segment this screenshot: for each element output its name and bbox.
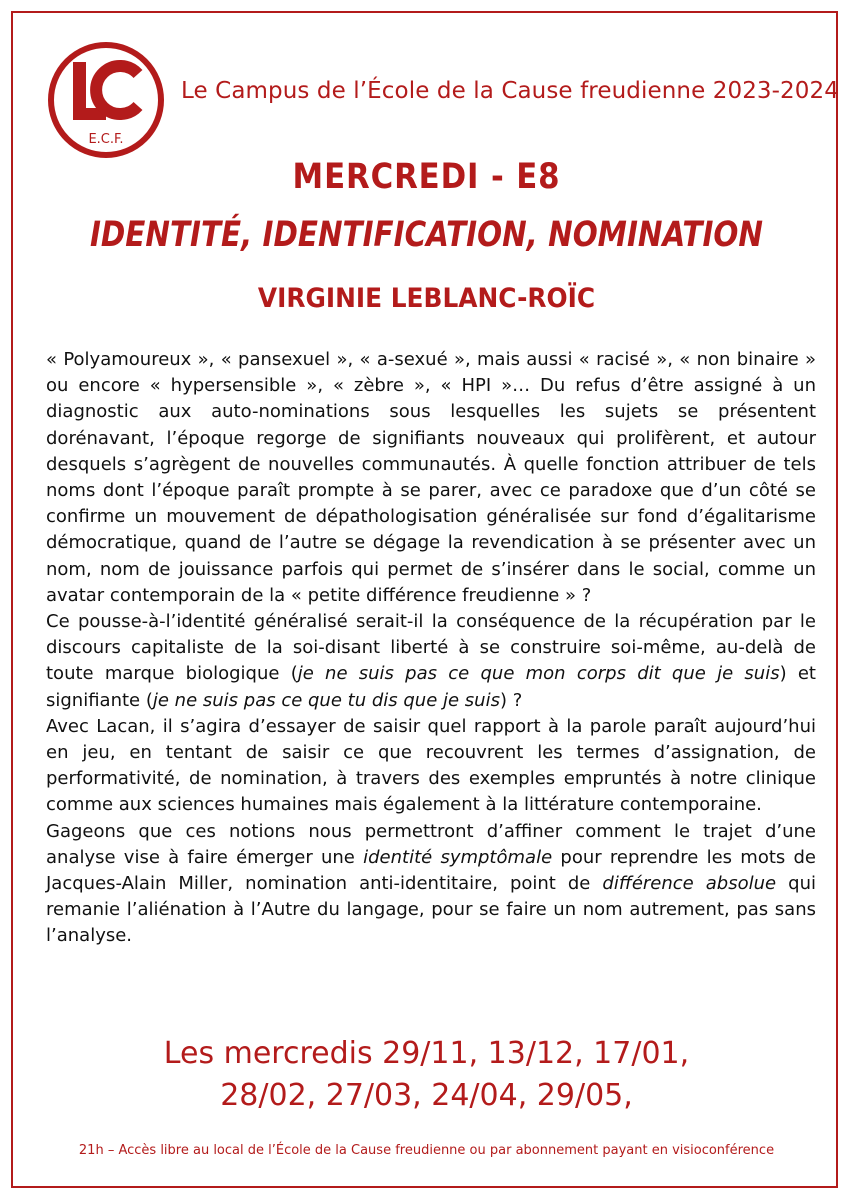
campus-title: Le Campus de l’École de la Cause freudienne 2023-2024	[181, 78, 839, 104]
term-difference: différence absolue	[602, 873, 777, 895]
day-code-title: MERCREDI - E8	[292, 157, 561, 197]
logo-subtext: E.C.F.	[88, 132, 124, 147]
paragraph-4: Gageons que ces notions nous permettront d’affiner comment le trajet d’une analyse vise à faire émerger une identité symptômale pour reprendre les mots de Jacques-Alain Miller, nomination anti-identitaire, point de différence absolue qui remanie l’aliénation à l’Autre du langage, pour se faire un nom autrement, pas sans l’analyse.	[46, 820, 816, 947]
quote-body: je ne suis pas ce que mon corps dit que je suis	[297, 663, 780, 685]
session-dates	[0, 1033, 853, 1117]
paragraph-1: « Polyamoureux », « pansexuel », « a-sexué », mais aussi « racisé », « non binaire » ou encore « hypersensible », « zèbre », « HPI »… Du refus d’être assigné à un diagnostic aux auto-nominations sous lesquelles les sujets se présentent dorénavant, l’époque regorge de signifiants nouveaux qui prolifèrent, et autour desquels s’agrègent de nouvelles communautés. À quelle fonction attribuer de tels noms dont l’époque paraît prompte à se parer, avec ce paradoxe que d’un côté se confirme un mouvement de dépathologisation généralisée sur fond d’égalitarisme démocratique, quand de l’autre se dégage la revendication à se présenter avec un nom, nom de jouissance parfois qui permet de s’insérer dans le social, comme un avatar contemporain de la « petite différence freudienne » ?	[46, 349, 816, 606]
quote-signifier: je ne suis pas ce que tu dis que je suis	[152, 689, 500, 711]
term-identite: identité symptômale	[363, 846, 553, 868]
author-name: VIRGINIE LEBLANC-ROÏC	[257, 283, 596, 314]
description-text	[46, 347, 816, 950]
paragraph-3: Avec Lacan, il s’agira d’essayer de saisir quel rapport à la parole paraît aujourd’hui en jeu, en tentant de saisir ce que recouvrent les termes d’assignation, de performativité, de nomination, à travers des exemples empruntés à notre clinique comme aux sciences humaines mais également à la littérature contemporaine.	[46, 715, 816, 816]
dates-line-2: 28/02, 27/03, 24/04, 29/05,	[220, 1078, 633, 1113]
ecf-logo	[46, 40, 166, 160]
dates-line-1: Les mercredis 29/11, 13/12, 17/01,	[163, 1036, 690, 1071]
paragraph-2: Ce pousse-à-l’identité généralisé serait-il la conséquence de la récupération par le discours capitaliste de la soi-disant liberté à se construire soi-même, au-delà de toute marque biologique (je ne suis pas ce que mon corps dit que je suis) et signifiante (je ne suis pas ce que tu dis que je suis) ?	[46, 611, 816, 711]
access-info: 21h – Accès libre au local de l’École de la Cause freudienne ou par abonnement payant en visioconférence	[78, 1143, 775, 1158]
subject-title: IDENTITÉ, IDENTIFICATION, NOMINATION	[89, 215, 764, 255]
